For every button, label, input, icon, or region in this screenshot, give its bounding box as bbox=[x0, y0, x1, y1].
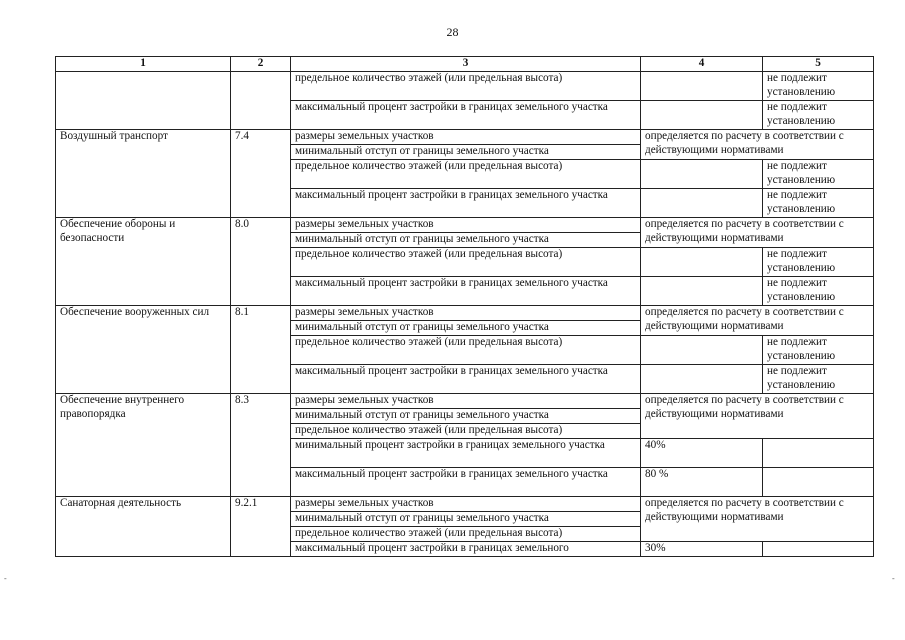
merged-value: определяется по расчету в соответствии с действующими нормативами bbox=[641, 218, 874, 248]
parameter-value: 30% bbox=[641, 542, 763, 557]
parameter-note: не подлежит установлению bbox=[763, 248, 874, 277]
use-type-name: Воздушный транспорт bbox=[56, 130, 231, 218]
table-row bbox=[56, 394, 874, 409]
merged-value: определяется по расчету в соответствии с действующими нормативами bbox=[641, 130, 874, 160]
parameter-value bbox=[641, 189, 763, 218]
parameter-name: предельное количество этажей (или предельная высота) bbox=[291, 72, 641, 101]
use-type-code: 9.2.1 bbox=[231, 497, 291, 557]
table-row bbox=[56, 497, 874, 512]
parameter-name: максимальный процент застройки в границах земельного bbox=[291, 542, 641, 557]
left-margin-tick: - bbox=[4, 574, 7, 583]
parameter-name: предельное количество этажей (или предельная высота) bbox=[291, 248, 641, 277]
header-row bbox=[56, 57, 874, 72]
use-type-name: Обеспечение обороны и безопасности bbox=[56, 218, 231, 306]
use-type-code: 7.4 bbox=[231, 130, 291, 218]
use-type-name: Санаторная деятельность bbox=[56, 497, 231, 557]
parameter-note bbox=[763, 439, 874, 468]
parameter-note: не подлежит установлению bbox=[763, 365, 874, 394]
parameter-note: не подлежит установлению bbox=[763, 277, 874, 306]
use-type-name: Обеспечение вооруженных сил bbox=[56, 306, 231, 394]
parameter-name: размеры земельных участков bbox=[291, 218, 641, 233]
parameter-note: не подлежит установлению bbox=[763, 336, 874, 365]
parameter-name: максимальный процент застройки в границах земельного участка bbox=[291, 365, 641, 394]
use-type-code bbox=[231, 72, 291, 130]
table-row bbox=[56, 72, 874, 101]
parameter-name: минимальный процент застройки в границах земельного участка bbox=[291, 439, 641, 468]
right-margin-tick: - bbox=[892, 574, 895, 583]
parameter-note bbox=[763, 468, 874, 497]
parameter-name: максимальный процент застройки в границах земельного участка bbox=[291, 468, 641, 497]
parameter-value bbox=[641, 277, 763, 306]
parameter-name: предельное количество этажей (или предельная высота) bbox=[291, 336, 641, 365]
parameter-name: размеры земельных участков bbox=[291, 306, 641, 321]
header-col-5: 5 bbox=[763, 57, 874, 72]
use-type-code: 8.0 bbox=[231, 218, 291, 306]
header-col-4: 4 bbox=[641, 57, 763, 72]
parameter-name: максимальный процент застройки в границах земельного участка bbox=[291, 277, 641, 306]
parameter-name: размеры земельных участков bbox=[291, 394, 641, 409]
parameter-value bbox=[641, 248, 763, 277]
parameter-name: минимальный отступ от границы земельного участка bbox=[291, 233, 641, 248]
page-number: 28 bbox=[446, 25, 459, 39]
parameter-value: 40% bbox=[641, 439, 763, 468]
table-row bbox=[56, 218, 874, 233]
use-type-name: Обеспечение внутреннего правопорядка bbox=[56, 394, 231, 497]
header-col-1: 1 bbox=[56, 57, 231, 72]
use-type-code: 8.1 bbox=[231, 306, 291, 394]
parameter-note: не подлежит установлению bbox=[763, 160, 874, 189]
parameter-name: минимальный отступ от границы земельного участка bbox=[291, 409, 641, 424]
parameter-note: не подлежит установлению bbox=[763, 101, 874, 130]
parameter-name: предельное количество этажей (или предельная высота) bbox=[291, 527, 641, 542]
parameter-value bbox=[641, 336, 763, 365]
parameter-name: предельное количество этажей (или предельная высота) bbox=[291, 424, 641, 439]
parameter-note bbox=[763, 542, 874, 557]
parameter-value: 80 % bbox=[641, 468, 763, 497]
parameter-name: размеры земельных участков bbox=[291, 497, 641, 512]
header-col-2: 2 bbox=[231, 57, 291, 72]
use-type-name bbox=[56, 72, 231, 130]
parameter-name: размеры земельных участков bbox=[291, 130, 641, 145]
table-row bbox=[56, 130, 874, 145]
parameter-name: максимальный процент застройки в границах земельного участка bbox=[291, 189, 641, 218]
parameter-value bbox=[641, 365, 763, 394]
parameter-value bbox=[641, 160, 763, 189]
parameter-value bbox=[641, 72, 763, 101]
parameter-name: предельное количество этажей (или предельная высота) bbox=[291, 160, 641, 189]
parameter-name: максимальный процент застройки в границах земельного участка bbox=[291, 101, 641, 130]
land-use-table bbox=[55, 56, 874, 557]
parameter-note: не подлежит установлению bbox=[763, 189, 874, 218]
parameter-name: минимальный отступ от границы земельного участка bbox=[291, 321, 641, 336]
parameter-name: минимальный отступ от границы земельного участка bbox=[291, 145, 641, 160]
merged-value: определяется по расчету в соответствии с действующими нормативами bbox=[641, 306, 874, 336]
parameter-name: минимальный отступ от границы земельного участка bbox=[291, 512, 641, 527]
use-type-code: 8.3 bbox=[231, 394, 291, 497]
merged-value: определяется по расчету в соответствии с действующими нормативами bbox=[641, 394, 874, 439]
header-col-3: 3 bbox=[291, 57, 641, 72]
merged-value: определяется по расчету в соответствии с действующими нормативами bbox=[641, 497, 874, 542]
table-row bbox=[56, 306, 874, 321]
parameter-note: не подлежит установлению bbox=[763, 72, 874, 101]
parameter-value bbox=[641, 101, 763, 130]
